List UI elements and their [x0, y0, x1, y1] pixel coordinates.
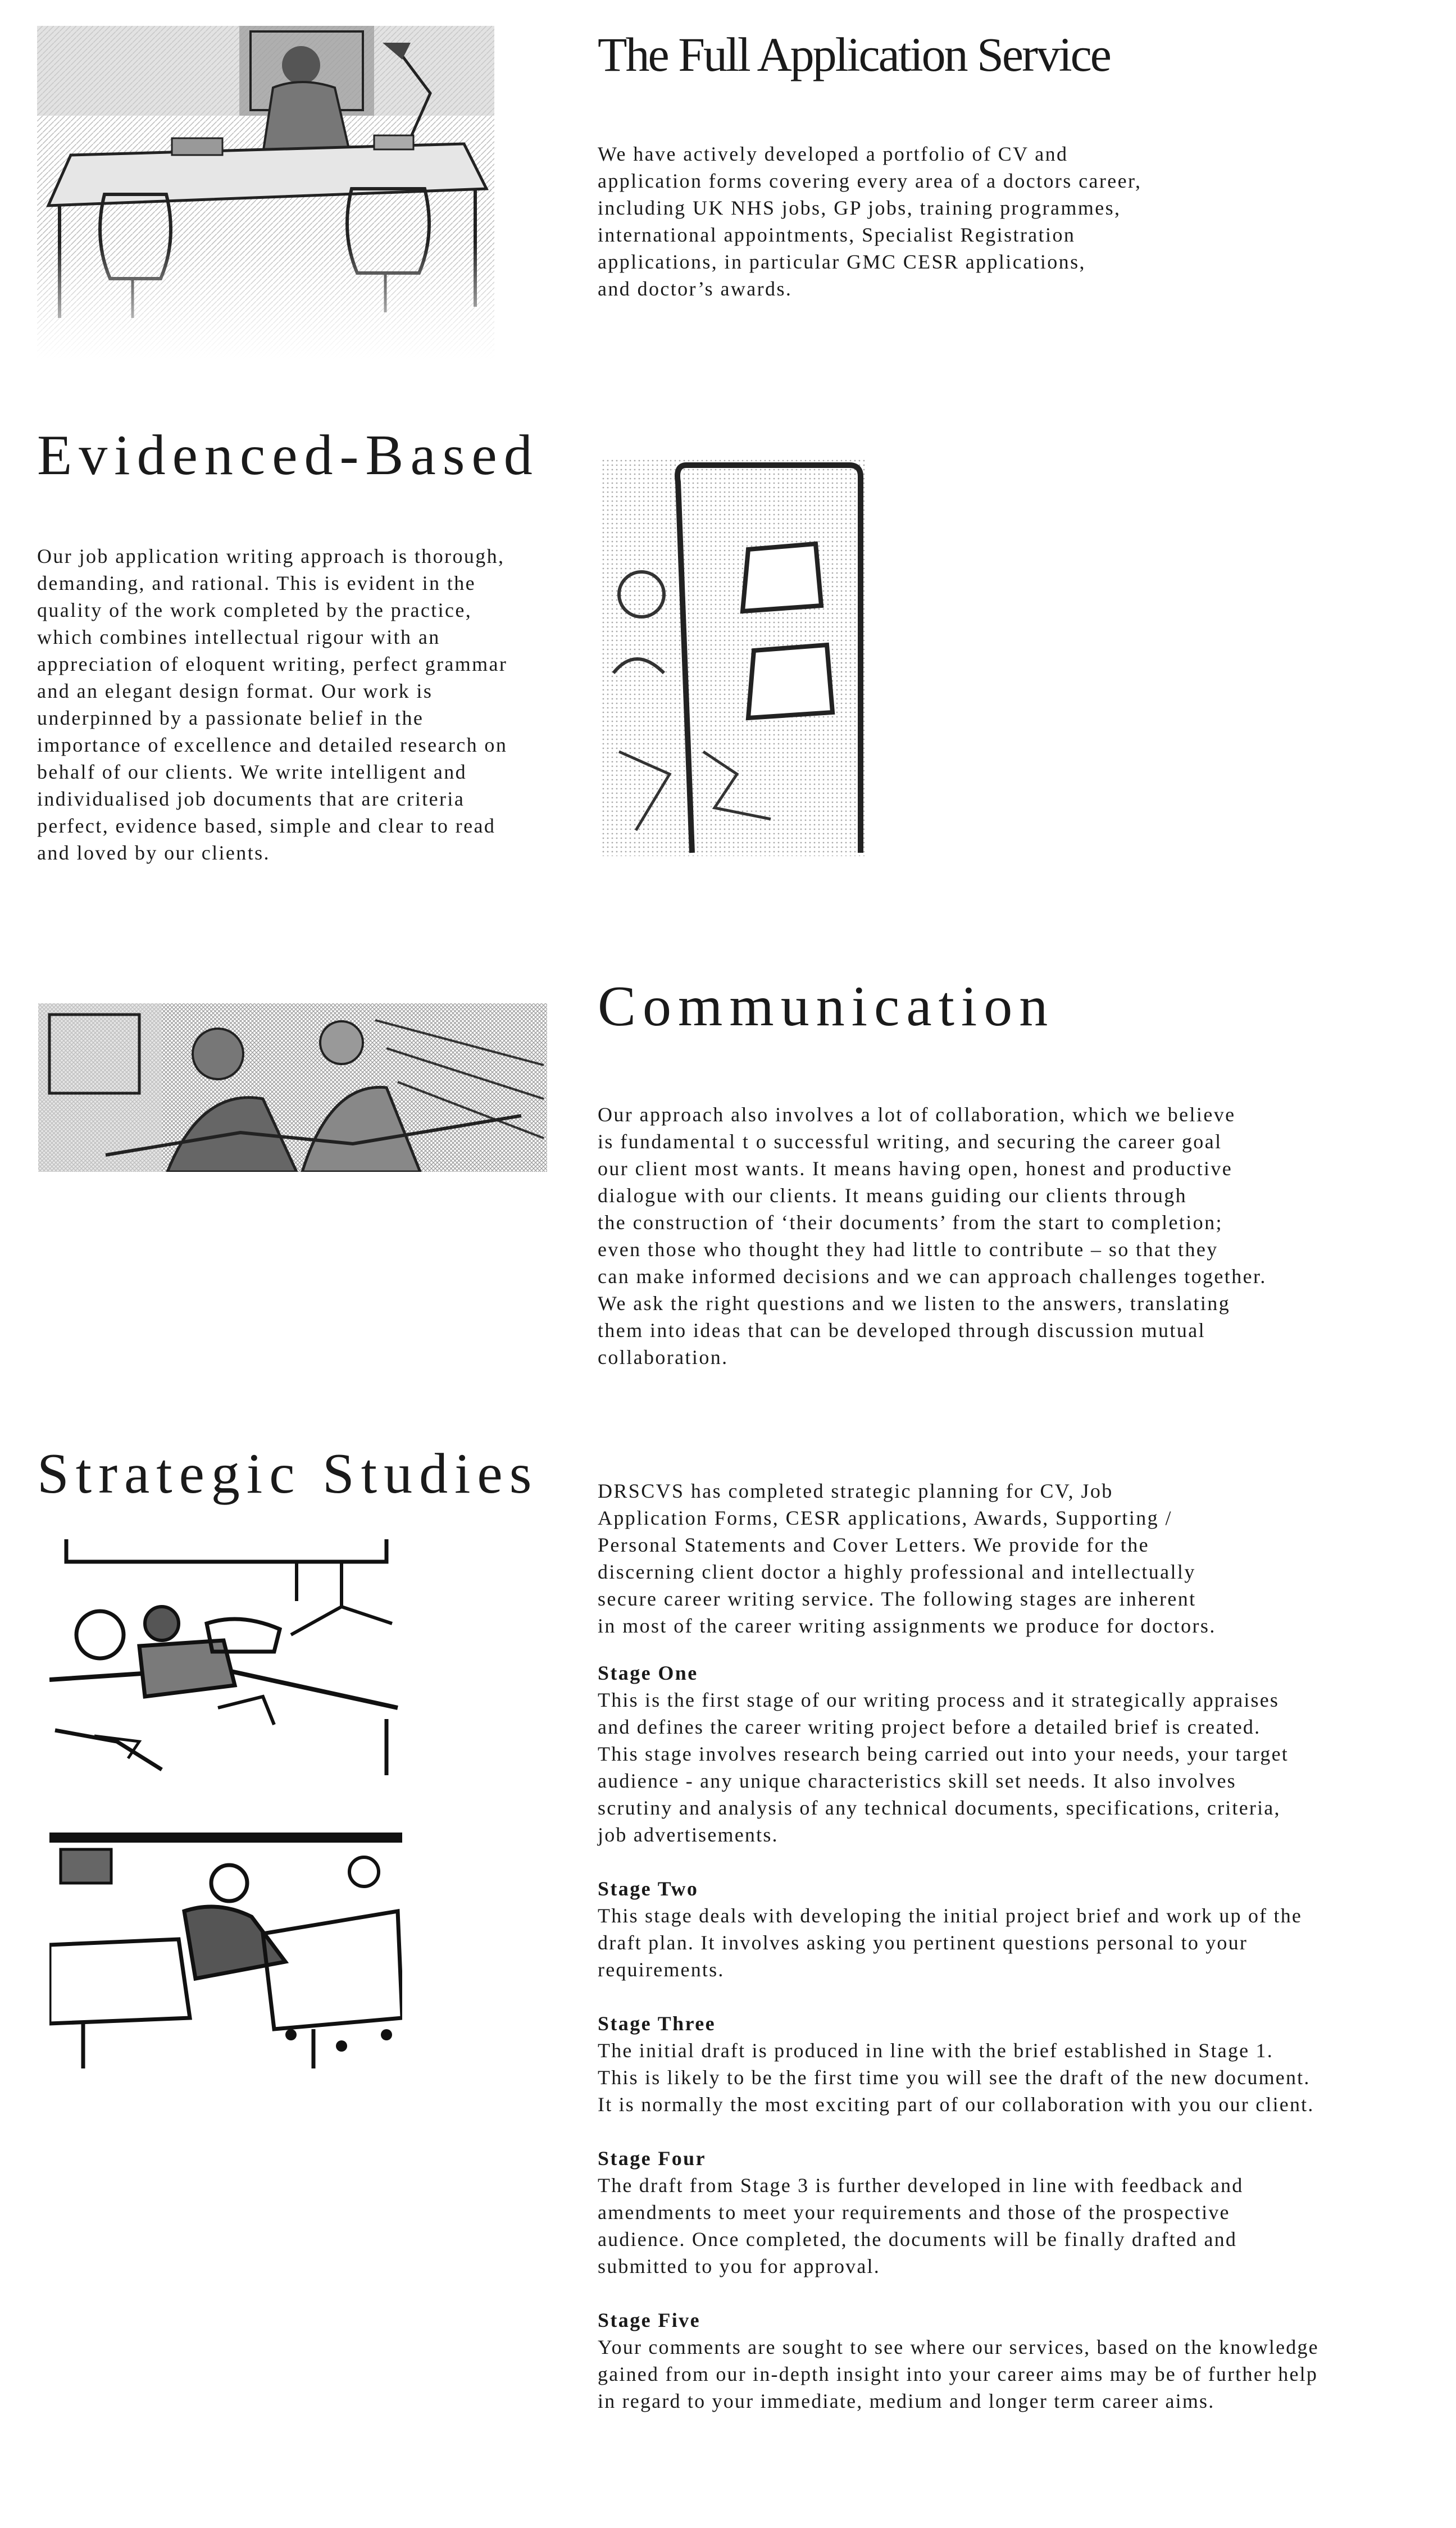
stage-one-body: This is the first stage of our writing process and it strategically appraises and defines the career writing project before a detailed brief is created. This stage involves research being carried out into your needs, your target audience - any unique characteristics skill set needs. It also involves scrutiny and analysis of any technical documents, specifications, criteria, job advertisements.	[598, 1689, 1289, 1846]
full-application-title: The Full Application Service	[598, 28, 1110, 81]
stage-five	[598, 2307, 1440, 2415]
stage-four-title: Stage Four	[598, 2147, 706, 2170]
stage-two	[598, 1875, 1440, 1983]
communication-title: Communication	[598, 975, 1055, 1038]
document-sketch-image	[602, 460, 865, 856]
stage-one-title: Stage One	[598, 1662, 698, 1684]
strategic-studies-intro: DRSCVS has completed strategic planning for CV, Job Application Forms, CESR applications, Awards, Supporting / Personal Statements and Cover Letters. We provide for the discerning client doctor a highly professional and intellectually secure career writing service. The following stages are inherent in most of the career writing assignments we produce for doctors.	[598, 1480, 1216, 1637]
strategic-studies-content	[598, 1477, 1440, 2441]
evidenced-based-body: Our job application writing approach is thorough, demanding, and rational. This is evident in the quality of the work completed by the practice, which combines intellectual rigour with an appreciation of eloquent writing, perfect grammar and an elegant design format. Our work is underpinned by a passionate belief in the importance of excellence and detailed research on behalf of our clients. We write intelligent and individualised job documents that are criteria perfect, evidence based, simple and clear to read and loved by our clients.	[37, 545, 508, 864]
stage-three-title: Stage Three	[598, 2012, 716, 2035]
stage-five-body: Your comments are sought to see where our services, based on the knowledge gained from our in-depth insight into your career aims may be of further help in regard to your immediate, medium and longer term career aims.	[598, 2336, 1319, 2412]
stage-one	[598, 1659, 1440, 1848]
communication-body: Our approach also involves a lot of collaboration, which we believe is fundamental t o successful writing, and securing the career goal our client most wants. It means having open, honest and productive dialogue with our clients. It means guiding our clients through the construction of ‘their documents’ from the start to completion; even those who thought they had little to contribute – so that they can make informed decisions and we can approach challenges together. We ask the right questions and we listen to the answers, translating them into ideas that can be developed through discussion mutual collaboration.	[598, 1103, 1267, 1368]
stage-three-body: The initial draft is produced in line with the brief established in Stage 1. This is likely to be the first time you will see the draft of the new document. It is normally the most exciting part of our collaboration with you our client.	[598, 2039, 1314, 2116]
evidenced-based-title: Evidenced-Based	[37, 424, 539, 487]
office-desk-sketch-image	[37, 26, 494, 360]
stage-two-body: This stage deals with developing the initial project brief and work up of the draft plan. It involves asking you pertinent questions personal to your requirements.	[598, 1904, 1303, 1981]
stage-two-title: Stage Two	[598, 1877, 699, 1900]
office-line-sketch-image-1	[49, 1539, 402, 1775]
meeting-sketch-image	[38, 1003, 547, 1172]
office-line-sketch-image-2	[49, 1833, 402, 2071]
stage-three	[598, 2010, 1440, 2118]
stage-five-title: Stage Five	[598, 2309, 700, 2331]
strategic-studies-title: Strategic Studies	[37, 1442, 539, 1506]
stage-four	[598, 2145, 1440, 2280]
full-application-body: We have actively developed a portfolio of CV and application forms covering every area of a doctors career, including UK NHS jobs, GP jobs, training programmes, international appointments, Specialist Registration applications, in particular GMC CESR applications, and doctor’s awards.	[598, 143, 1142, 300]
stage-four-body: The draft from Stage 3 is further developed in line with feedback and amendments to meet your requirements and those of the prospective audience. Once completed, the documents will be finally drafted and submitted to you for approval.	[598, 2174, 1244, 2277]
